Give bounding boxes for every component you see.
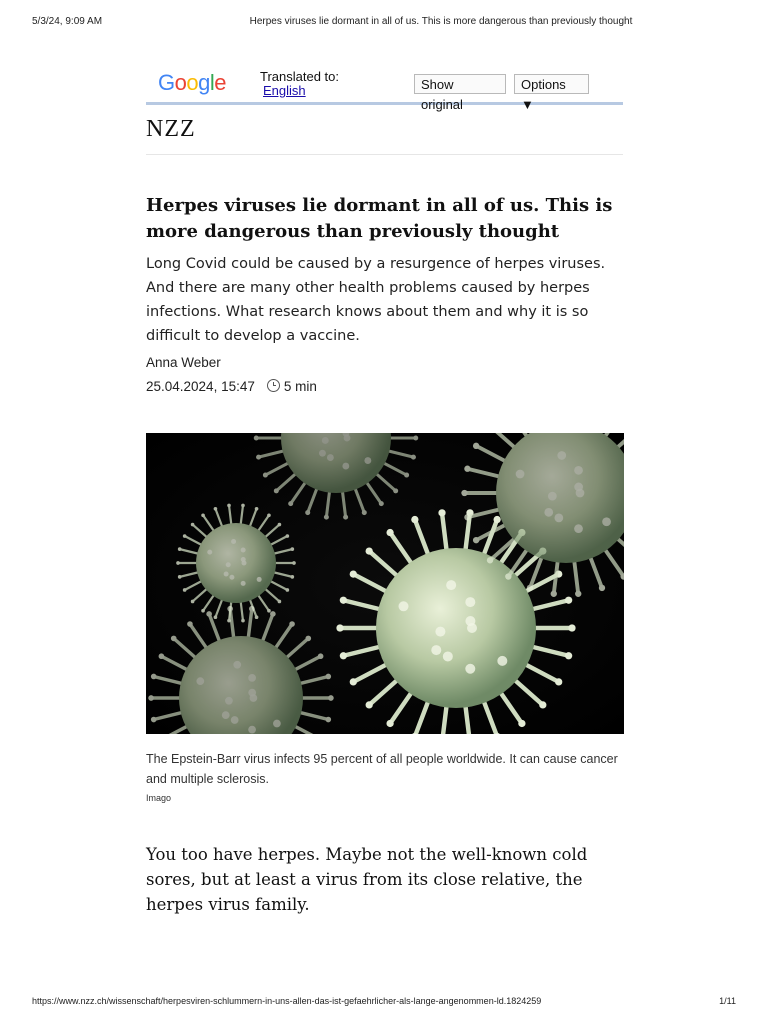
show-original-button[interactable]: Show original [414,74,506,94]
article-body-paragraph: You too have herpes. Maybe not the well-known cold sores, but at least a virus from its close relative, the herpes virus family. [146,845,588,914]
print-url: https://www.nzz.ch/wissenschaft/herpesviren-schlummern-in-uns-allen-das-ist-gefaehrlicher-als-lange-angenommen-ld.1824259 [32,996,542,1006]
translated-to-label: Translated to: English [260,69,340,98]
site-logo-text: NZZ [146,116,196,142]
print-doc-title: Herpes viruses lie dormant in all of us. This is more dangerous than previously thought [249,16,633,27]
publish-date: 25.04.2024, 15:47 [146,379,255,394]
article-headline: Herpes viruses lie dormant in all of us. This is more dangerous than previously thought [146,195,613,242]
print-header [32,16,736,30]
article-image [146,433,624,734]
image-caption: The Epstein-Barr virus infects 95 percent of all people worldwide. It can cause cancer and multiple sclerosis. [146,752,618,786]
image-credit: Imago [146,793,172,803]
print-page-number: 1/11 [719,996,736,1006]
virus-illustration [146,433,624,734]
print-footer [32,996,736,1008]
google-translate-bar [146,62,623,112]
print-date: 5/3/24, 9:09 AM [32,16,103,27]
google-logo: Google [158,70,227,95]
read-time: 5 min [283,379,317,394]
article-lead: Long Covid could be caused by a resurgence of herpes viruses. And there are many other health problems caused by herpes infections. What research knows about them and why it is so difficult to develop a vaccine. [146,256,606,344]
clock-icon [267,379,280,392]
language-link[interactable]: English [263,83,306,98]
author-link[interactable]: Anna Weber [146,355,221,370]
article-meta [146,379,317,394]
site-logo[interactable] [146,116,623,155]
options-button[interactable]: Options ▼ [514,74,589,94]
